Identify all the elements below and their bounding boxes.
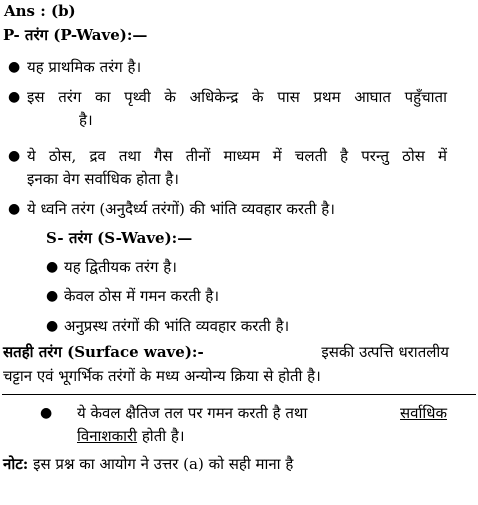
s-wave-item-3: अनुप्रस्थ तरंगों की भांति व्यवहार करती है। — [64, 317, 290, 335]
p-wave-item-2-cont: है। — [79, 111, 93, 129]
s-wave-item-2: केवल ठोस में गमन करती है। — [64, 287, 220, 305]
bullet-icon: ● — [46, 318, 59, 334]
p-wave-heading: P- तरंग (P-Wave):— — [3, 26, 148, 44]
p-wave-item-2: इस तरंग का पृथ्वी के अधिकेन्द्र के पास प्रथम आघात पहुँचाता — [27, 88, 447, 106]
p-wave-item-4: ये ध्वनि तरंग (अनुदैर्ध्य तरंगों) की भांति व्यवहार करती है। — [27, 200, 335, 218]
extra-item-line-2 — [77, 426, 185, 446]
extra-item-underlined-2: विनाशकारी — [77, 427, 138, 445]
extra-item-text-1: ये केवल क्षैतिज तल पर गमन करती है तथा — [77, 404, 308, 422]
bullet-icon: ● — [8, 89, 21, 105]
note-text: इस प्रश्न का आयोग ने उत्तर (a) को सही माना है — [33, 455, 294, 473]
p-wave-item-3: ये ठोस, द्रव तथा गैस तीनों माध्यम में चलती है परन्तु ठोस में — [27, 147, 447, 165]
bullet-icon: ● — [46, 288, 59, 304]
surface-wave-text-2: चट्टान एवं भूगर्भिक तरंगों के मध्य अन्योन्य क्रिया से होती है। — [3, 367, 321, 385]
extra-item-line-1 — [77, 403, 447, 423]
extra-item-underlined-1: सर्वाधिक — [400, 404, 447, 422]
s-wave-heading: S- तरंग (S-Wave):— — [46, 229, 193, 247]
surface-wave-text-1: इसकी उत्पत्ति धरातलीय — [321, 343, 449, 361]
p-wave-item-1: यह प्राथमिक तरंग है। — [27, 58, 142, 76]
bullet-icon: ● — [40, 405, 53, 421]
note — [3, 454, 293, 474]
answer-label: Ans : (b) — [4, 2, 76, 20]
extra-item-text-2: होती है। — [141, 427, 185, 445]
bullet-icon: ● — [8, 59, 21, 75]
surface-wave-heading: सतही तरंग (Surface wave):- — [3, 343, 204, 361]
bullet-icon: ● — [8, 148, 21, 164]
divider — [2, 394, 476, 395]
s-wave-item-1: यह द्वितीयक तरंग है। — [64, 258, 177, 276]
bullet-icon: ● — [46, 259, 59, 275]
surface-wave-line-1 — [3, 342, 449, 362]
note-label: नोट: — [3, 455, 29, 473]
p-wave-item-3-cont: इनका वेग सर्वाधिक होता है। — [27, 170, 179, 188]
bullet-icon: ● — [8, 201, 21, 217]
